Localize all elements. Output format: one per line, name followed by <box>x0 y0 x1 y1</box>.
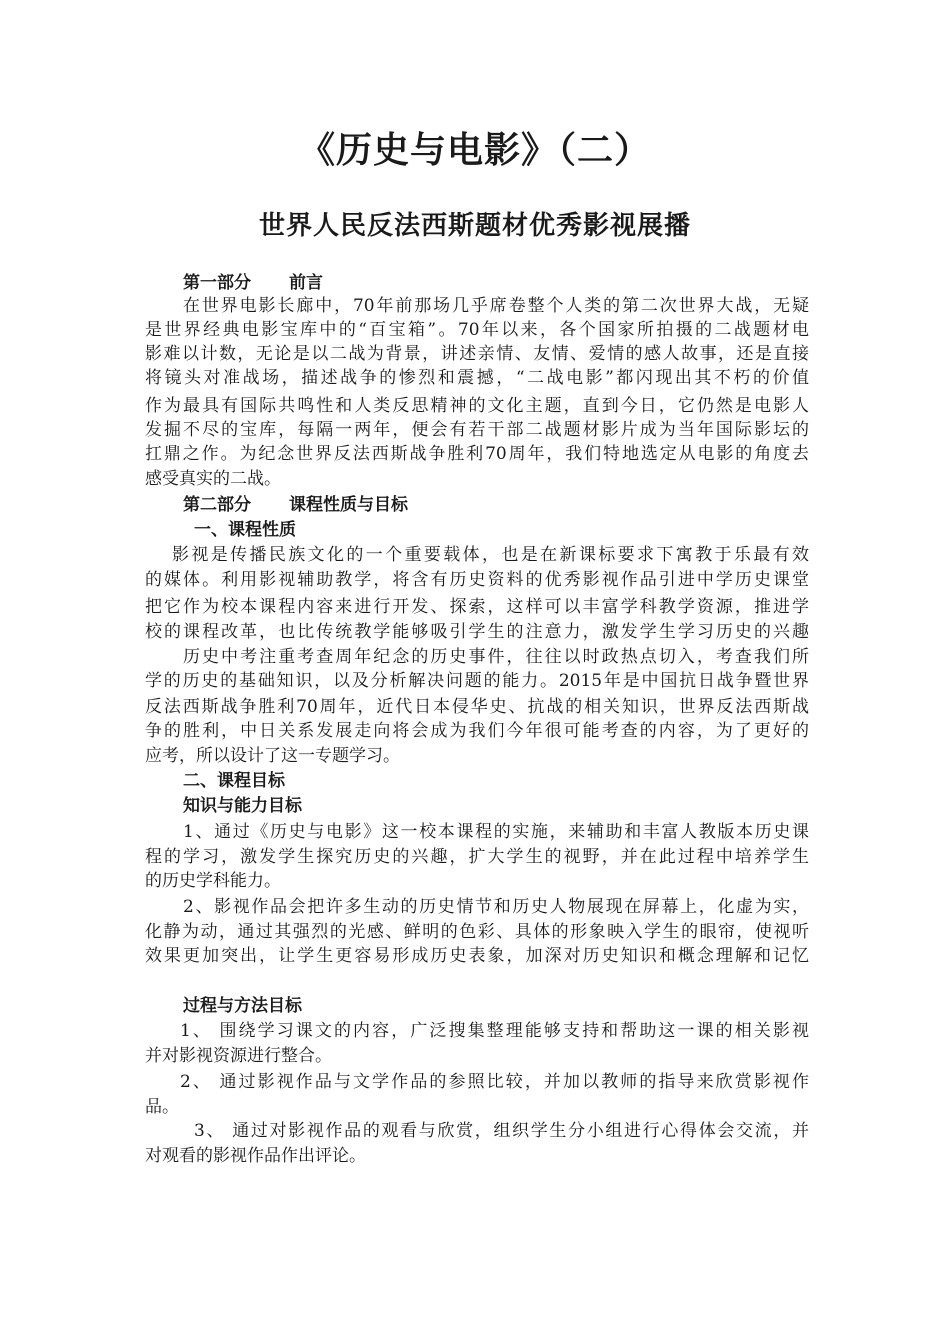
paragraph-line: 争的胜利，中日关系发展走向将会成为我们今年很可能考查的内容，为了更好的 <box>145 721 809 741</box>
paragraph-line: 发掘不尽的宝库，每隔一两年，便会有若干部二战题材影片成为当年国际影坛的 <box>145 420 809 440</box>
paragraph-line: 是世界经典电影宝库中的“百宝箱”。70年以来，各个国家所拍摄的二战题材电 <box>145 320 809 340</box>
paragraph-line: 校的课程改革，也比传统教学能够吸引学生的注意力，激发学生学习历史的兴趣 <box>145 622 809 642</box>
paragraph-line: 程的学习，激发学生探究历史的兴趣，扩大学生的视野，并在此过程中培养学生 <box>145 847 809 867</box>
paragraph-line: 应考，所以设计了这一专题学习。 <box>145 746 400 766</box>
paragraph-line: 对观看的影视作品作出评论。 <box>145 1146 366 1166</box>
paragraph-line: 作为最具有国际共鸣性和人类反思精神的文化主题，直到今日，它仍然是电影人 <box>145 396 809 416</box>
section-heading: 二、课程目标 <box>183 771 285 791</box>
paragraph-line: 1、 围绕学习课文的内容，广泛搜集整理能够支持和帮助这一课的相关影视 <box>180 1021 809 1041</box>
paragraph-line: 化静为动，通过其强烈的光感、鲜明的色彩、具体的形象映入学生的眼帘，使视听 <box>145 922 809 942</box>
paragraph-line: 的媒体。利用影视辅助教学，将含有历史资料的优秀影视作品引进中学历史课堂 <box>145 570 809 590</box>
paragraph-line: 并对影视资源进行整合。 <box>145 1046 332 1066</box>
paragraph-line: 反法西斯战争胜利70周年，近代日本侵华史、抗战的相关知识，世界反法西斯战 <box>145 697 809 717</box>
subsection-heading: 过程与方法目标 <box>183 996 302 1016</box>
paragraph-line: 把它作为校本课程内容来进行开发、探索，这样可以丰富学科教学资源，推进学 <box>145 597 809 617</box>
part1-label: 第一部分 <box>183 273 251 293</box>
paragraph-line: 学的历史的基础知识，以及分析解决问题的能力。2015年是中国抗日战争暨世界 <box>145 671 809 691</box>
paragraph-line: 影视是传播民族文化的一个重要载体，也是在新课标要求下寓教于乐最有效 <box>172 545 809 565</box>
paragraph-line: 2、影视作品会把许多生动的历史情节和历史人物展现在屏幕上，化虚为实， <box>183 897 809 917</box>
part2-label: 第二部分 <box>183 495 251 515</box>
paragraph-line: 扛鼎之作。为纪念世界反法西斯战争胜利70周年，我们特地选定从电影的角度去 <box>145 444 809 464</box>
paragraph-line: 感受真实的二战。 <box>145 469 281 489</box>
paragraph-line: 影难以计数，无论是以二战为背景，讲述亲情、友情、爱情的感人故事，还是直接 <box>145 344 809 364</box>
paragraph-line: 1、通过《历史与电影》这一校本课程的实施，来辅助和丰富人教版本历史课 <box>183 822 809 842</box>
document-subtitle: 世界人民反法西斯题材优秀影视展播 <box>258 211 691 241</box>
paragraph-line: 的历史学科能力。 <box>145 871 281 891</box>
part2-name: 课程性质与目标 <box>289 495 408 515</box>
paragraph-line: 品。 <box>145 1097 179 1117</box>
paragraph-line: 3、 通过对影视作品的观看与欣赏，组织学生分小组进行心得体会交流，并 <box>194 1121 809 1141</box>
paragraph-line: 在世界电影长廊中，70年前那场几乎席卷整个人类的第二次世界大战，无疑 <box>183 296 809 316</box>
subsection-heading: 知识与能力目标 <box>183 796 302 816</box>
paragraph-line: 2、 通过影视作品与文学作品的参照比较，并加以教师的指导来欣赏影视作 <box>180 1072 809 1092</box>
paragraph-line: 效果更加突出，让学生更容易形成历史表象，加深对历史知识和概念理解和记忆 <box>145 946 809 966</box>
paragraph-line: 将镜头对准战场，描述战争的惨烈和震撼，“二战电影”都闪现出其不朽的价值 <box>145 368 809 388</box>
document-title: 《历史与电影》（二） <box>298 129 651 171</box>
paragraph-line: 历史中考注重考查周年纪念的历史事件，往往以时政热点切入，考查我们所 <box>183 647 809 667</box>
part1-name: 前言 <box>289 273 323 293</box>
section-heading: 一、课程性质 <box>194 520 296 540</box>
